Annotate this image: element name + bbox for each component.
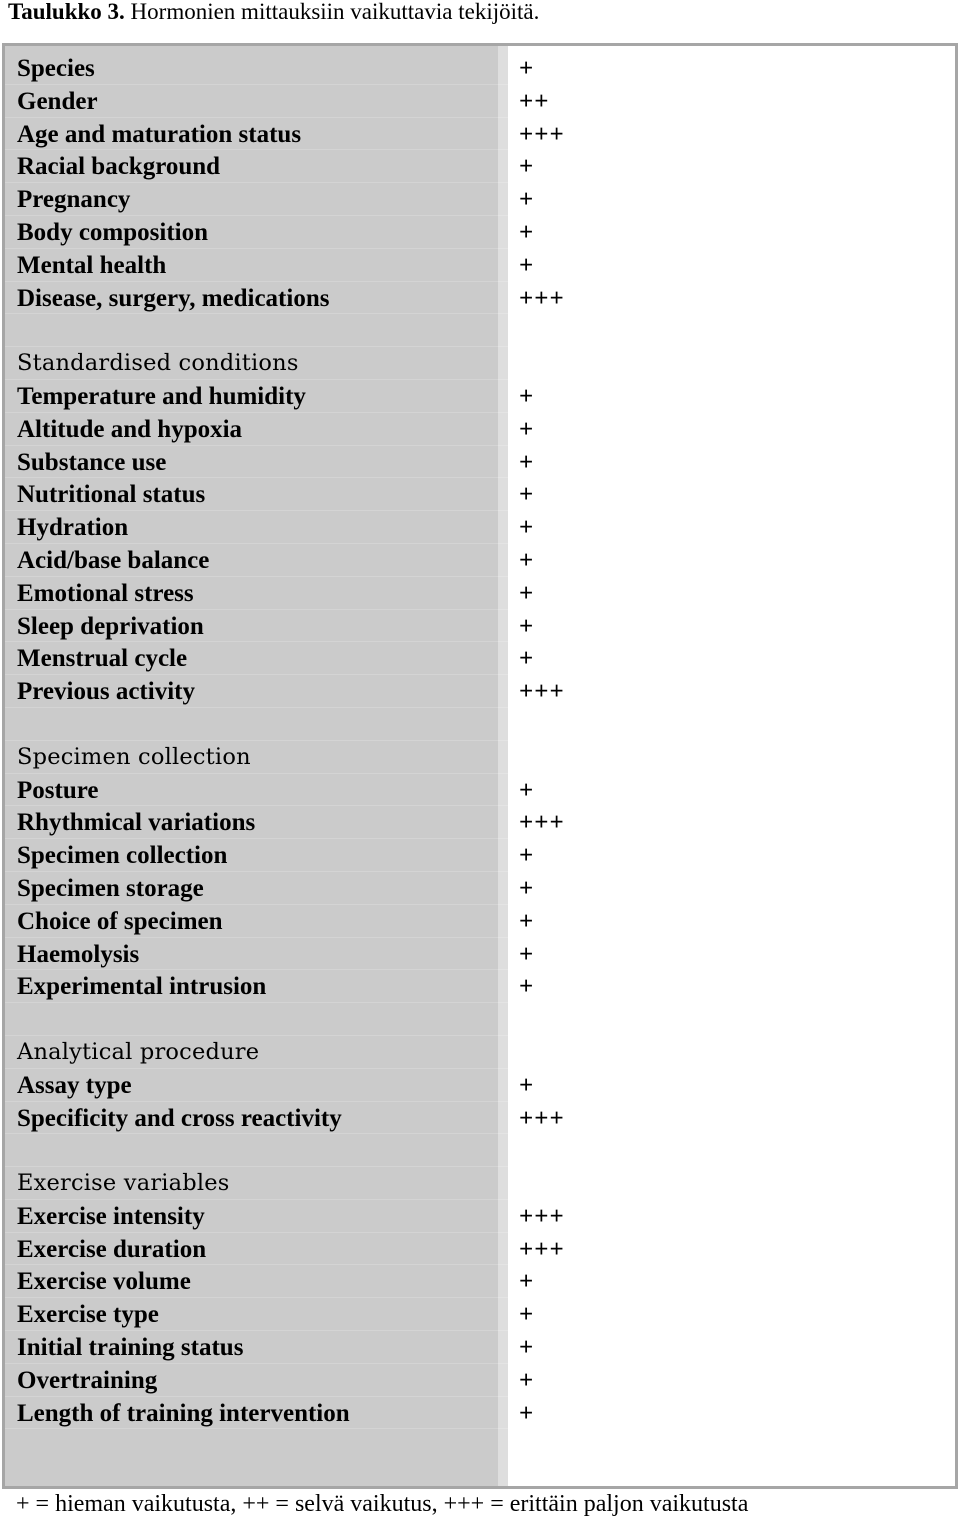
factor-label: Choice of specimen [17, 907, 223, 935]
section-heading: Exercise variables [17, 1170, 230, 1197]
factor-label: Menstrual cycle [17, 645, 188, 673]
factor-label: Emotional stress [17, 579, 194, 607]
section-heading: Analytical procedure [17, 1038, 260, 1065]
table-row [5, 183, 955, 216]
table-row [5, 216, 955, 249]
group-spacer [5, 708, 955, 741]
group-spacer [5, 1134, 955, 1167]
effect-rating: + [519, 776, 535, 804]
table-row [5, 1200, 955, 1233]
effect-rating: +++ [519, 1235, 565, 1263]
table-row [5, 380, 955, 413]
factor-label: Initial training status [17, 1334, 244, 1362]
effect-rating: +++ [519, 678, 565, 706]
table-number: Taulukko 3. [8, 0, 125, 24]
table-row [5, 52, 955, 85]
effect-rating: +++ [519, 1202, 565, 1230]
factor-label: Temperature and humidity [17, 382, 306, 410]
factor-label: Haemolysis [17, 940, 140, 968]
table-row [5, 1397, 955, 1430]
effect-rating: + [519, 645, 535, 673]
table-rows [5, 52, 955, 1429]
table-row [5, 85, 955, 118]
table-row [5, 478, 955, 511]
effect-rating: + [519, 1334, 535, 1362]
section-heading: Specimen collection [17, 743, 251, 770]
effect-rating: + [519, 579, 535, 607]
effect-rating: + [519, 842, 535, 870]
table-row [5, 610, 955, 643]
table-row [5, 577, 955, 610]
factor-label: Disease, surgery, medications [17, 284, 330, 312]
table-row [5, 806, 955, 839]
table-row [5, 905, 955, 938]
table-row [5, 511, 955, 544]
effect-rating: +++ [519, 1104, 565, 1132]
effect-rating: + [519, 218, 535, 246]
factor-label: Racial background [17, 153, 221, 181]
effect-rating: + [519, 546, 535, 574]
factor-label: Pregnancy [17, 186, 131, 214]
factor-label: Posture [17, 776, 99, 804]
effect-rating: + [519, 907, 535, 935]
effect-rating: + [519, 481, 535, 509]
effect-rating: + [519, 382, 535, 410]
section-heading-row [5, 741, 955, 774]
factor-label: Age and maturation status [17, 120, 302, 148]
table-row [5, 118, 955, 151]
effect-rating: + [519, 612, 535, 640]
table-row [5, 1331, 955, 1364]
table-row [5, 1069, 955, 1102]
table-row [5, 413, 955, 446]
effect-rating: + [519, 1301, 535, 1329]
factor-label: Rhythmical variations [17, 809, 256, 837]
table-row [5, 1233, 955, 1266]
table-row [5, 1364, 955, 1397]
table-row [5, 1298, 955, 1331]
effect-rating: +++ [519, 284, 565, 312]
factor-label: Overtraining [17, 1366, 158, 1394]
factor-label: Body composition [17, 218, 209, 246]
table-legend: + = hieman vaikutusta, ++ = selvä vaikutus, +++ = erittäin paljon vaikutusta [16, 1491, 749, 1517]
factor-label: Assay type [17, 1071, 132, 1099]
effect-rating: + [519, 448, 535, 476]
table-row [5, 675, 955, 708]
factor-label: Exercise type [17, 1301, 159, 1329]
table-row [5, 1265, 955, 1298]
factor-label: Gender [17, 87, 98, 115]
effect-rating: + [519, 1399, 535, 1427]
effect-rating: + [519, 973, 535, 1001]
table-row [5, 446, 955, 479]
table-row [5, 970, 955, 1003]
effect-rating: + [519, 1366, 535, 1394]
factor-label: Specimen collection [17, 842, 228, 870]
effect-rating: +++ [519, 120, 565, 148]
effect-rating: + [519, 415, 535, 443]
table-row [5, 249, 955, 282]
factor-label: Specimen storage [17, 874, 204, 902]
table-row [5, 872, 955, 905]
effect-rating: + [519, 1071, 535, 1099]
factor-label: Substance use [17, 448, 167, 476]
factor-label: Species [17, 55, 95, 82]
group-spacer [5, 1003, 955, 1036]
table-row [5, 839, 955, 872]
factor-label: Altitude and hypoxia [17, 415, 243, 443]
table-row [5, 938, 955, 971]
group-spacer [5, 314, 955, 347]
factor-label: Acid/base balance [17, 546, 210, 574]
effect-rating: ++ [519, 87, 550, 115]
effect-rating: + [519, 186, 535, 214]
factor-label: Hydration [17, 514, 129, 542]
factor-label: Sleep deprivation [17, 612, 204, 640]
section-heading: Standardised conditions [17, 350, 299, 377]
table-title: Hormonien mittauksiin vaikuttavia tekijöitä. [130, 0, 540, 24]
table-row [5, 774, 955, 807]
effect-rating: + [519, 514, 535, 542]
effect-rating: + [519, 55, 535, 82]
effect-rating: + [519, 940, 535, 968]
factor-label: Exercise volume [17, 1268, 191, 1296]
effect-rating: + [519, 251, 535, 279]
factor-label: Specificity and cross reactivity [17, 1104, 342, 1132]
effect-rating: + [519, 874, 535, 902]
factor-label: Exercise intensity [17, 1202, 205, 1230]
factor-label: Experimental intrusion [17, 973, 267, 1001]
factor-label: Mental health [17, 251, 167, 279]
factor-label: Exercise duration [17, 1235, 207, 1263]
factor-label: Nutritional status [17, 481, 206, 509]
section-heading-row [5, 1036, 955, 1069]
effect-rating: + [519, 153, 535, 181]
section-heading-row [5, 347, 955, 380]
factor-label: Previous activity [17, 678, 195, 706]
section-heading-row [5, 1167, 955, 1200]
table-row [5, 150, 955, 183]
effect-rating: +++ [519, 809, 565, 837]
table-row [5, 544, 955, 577]
factors-table [2, 43, 958, 1489]
table-row [5, 642, 955, 675]
factor-label: Length of training intervention [17, 1399, 350, 1427]
effect-rating: + [519, 1268, 535, 1296]
table-row [5, 282, 955, 315]
table-row [5, 1102, 955, 1135]
table-caption [8, 0, 539, 28]
